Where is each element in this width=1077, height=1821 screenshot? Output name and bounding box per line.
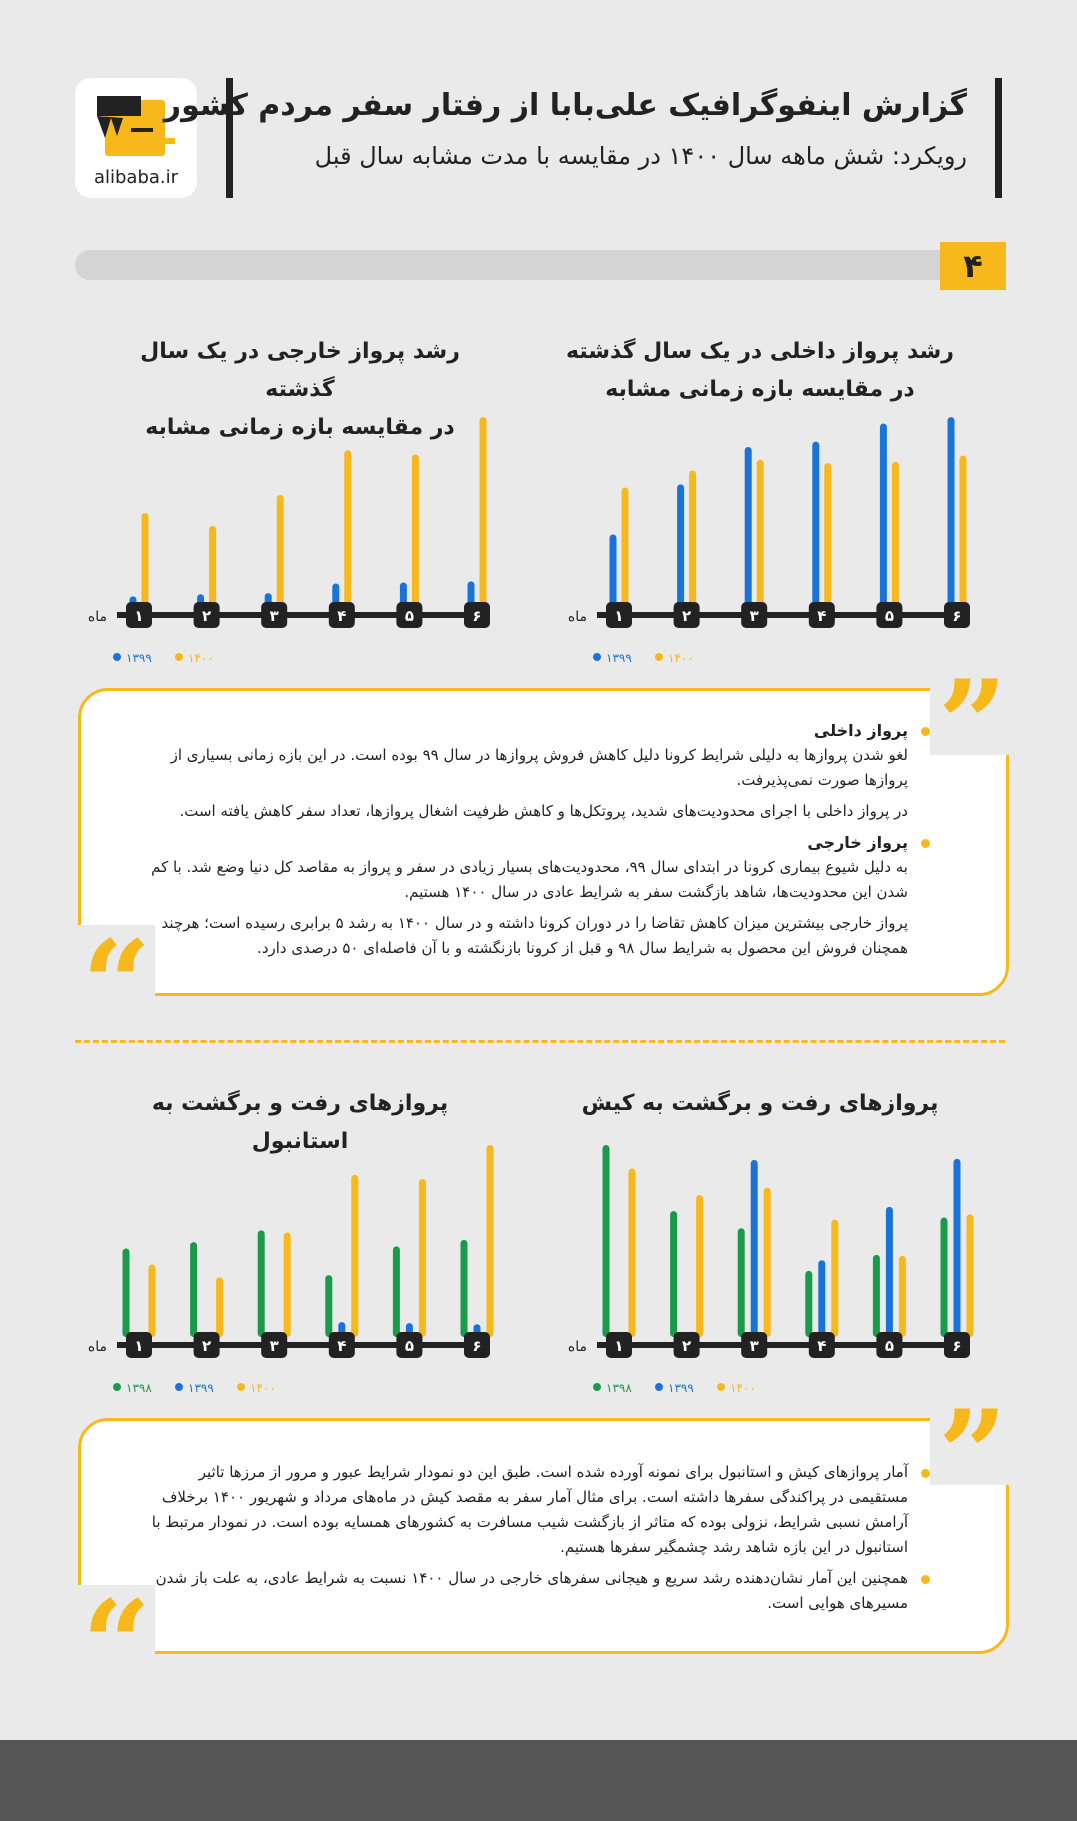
- bar-international-۱۴۰۰-۵: [412, 454, 419, 607]
- legend-marker: [175, 1383, 183, 1391]
- bar-kish-۱۳۹۹-۵: [886, 1207, 893, 1337]
- x-tick-label: ۱: [134, 1337, 144, 1355]
- bar-kish-۱۴۰۰-۲: [696, 1195, 703, 1337]
- page-title: گزارش اینفوگرافیک علی‌بابا از رفتار سفر مردم کشور: [163, 88, 967, 123]
- x-axis-line: [597, 612, 970, 618]
- legend-marker: [593, 1383, 601, 1391]
- bullet-item: آمار پروازهای کیش و استانبول برای نمونه آورده شده است. طبق این دو نمودار شرایط عبور و مرور از مرزها تاثیر مستقیمی در پراکندگی سفرها داشته است. برای مثال آمار سفر به مقصد کیش در ماه‌های مرداد و شهریور ۱۴۰۰ برخلاف آرامش نسبی شرایط، نزولی بوده که متاثر از بازگشت شیب مسافرت به کشورهای همسایه بوده است. در نمودار مرتبط با استانبول در این بازه شاهد رشد چشمگیر سفرها هستیم.: [140, 1460, 930, 1560]
- legend-label: ۱۳۹۸: [126, 1381, 152, 1395]
- x-tick-label: ۱: [614, 1337, 624, 1355]
- bar-international-۱۴۰۰-۱: [142, 513, 149, 607]
- bar-kish-۱۳۹۸-۳: [738, 1228, 745, 1337]
- bullet-dot: [921, 1469, 930, 1478]
- legend-marker: [113, 1383, 121, 1391]
- x-axis-label: ماه: [87, 609, 107, 625]
- bar-kish-۱۳۹۸-۱: [603, 1145, 610, 1337]
- legend-label: ۱۴۰۰: [730, 1381, 756, 1395]
- x-tick-label: ۲: [202, 607, 212, 625]
- insight-text-1: [140, 718, 930, 967]
- bar-istanbul-۱۴۰۰-۲: [216, 1277, 223, 1337]
- bar-istanbul-۱۴۰۰-۳: [284, 1232, 291, 1337]
- bullet-international: پرواز خارجی به دلیل شیوع بیماری کرونا در ابتدای سال ۹۹، محدودیت‌های بسیار زیادی در سفر و پرواز به مقاصد کل دنیا وضع شد. با کم شدن این محدودیت‌ها، شاهد بازگشت سفر به شرایط عادی در سال ۱۴۰۰ هستیم. پرواز خارجی بیشترین میزان کاهش تقاضا را در دوران کرونا داشته و در سال ۱۴۰۰ به رشد ۵ برابری رسیده است؛ هرچند همچنان فروش این محصول به شرایط سال ۹۸ و قبل از کرونا بازنگشته و با آن فاصله‌ای ۵۰ درصدی دارد.: [140, 830, 930, 961]
- bar-istanbul-۱۳۹۸-۶: [461, 1240, 468, 1337]
- x-tick-label: ۶: [952, 607, 962, 625]
- bullet-dot: [921, 1575, 930, 1584]
- legend-marker: [655, 1383, 663, 1391]
- istanbul-flights-chart: [75, 1135, 495, 1395]
- legend-marker: [237, 1383, 245, 1391]
- progress-track: [75, 250, 990, 280]
- legend-marker: [175, 653, 183, 661]
- bar-kish-۱۴۰۰-۱: [629, 1168, 636, 1337]
- quote-open-icon: “: [82, 914, 152, 1055]
- x-axis-label: ماه: [567, 609, 587, 625]
- bullet-domestic: پرواز داخلی لغو شدن پروازها به دلیلی شرایط کرونا دلیل کاهش فروش پروازها در سال ۹۹ بوده است. در این بازه زمانی بسیاری از پروازها صورت نمی‌پذیرفت. در پرواز داخلی با اجرای محدودیت‌های شدید، پروتکل‌ها و کاهش ظرفیت اشغال پروازها، تعداد سفر کاهش یافته است.: [140, 718, 930, 824]
- bullet-dot: [921, 727, 930, 736]
- bar-domestic-۱۴۰۰-۳: [757, 460, 764, 607]
- bar-kish-۱۳۹۹-۶: [954, 1159, 961, 1337]
- x-axis-label: ماه: [87, 1339, 107, 1355]
- bar-international-۱۴۰۰-۶: [480, 417, 487, 607]
- legend-label: ۱۳۹۹: [668, 1381, 694, 1395]
- bar-international-۱۴۰۰-۲: [209, 526, 216, 607]
- bar-kish-۱۴۰۰-۴: [831, 1220, 838, 1337]
- domestic-chart-title: رشد پرواز داخلی در یک سال گذشته در مقایسه بازه زمانی مشابه: [566, 339, 954, 402]
- insight-text-2: [140, 1460, 930, 1622]
- bar-domestic-۱۴۰۰-۵: [892, 462, 899, 607]
- bar-domestic-۱۳۹۹-۱: [610, 534, 617, 607]
- bullet-dot: [921, 839, 930, 848]
- x-tick-label: ۴: [817, 607, 827, 625]
- bar-kish-۱۴۰۰-۵: [899, 1256, 906, 1337]
- legend-label: ۱۳۹۸: [606, 1381, 632, 1395]
- international-chart-title: رشد پرواز خارجی در یک سال گذشته در مقایسه بازه زمانی مشابه: [140, 339, 460, 440]
- bar-kish-۱۳۹۹-۴: [818, 1260, 825, 1337]
- x-tick-label: ۵: [404, 607, 414, 625]
- legend-marker: [113, 653, 121, 661]
- x-tick-label: ۲: [682, 1337, 692, 1355]
- bar-kish-۱۳۹۸-۴: [805, 1271, 812, 1337]
- x-tick-label: ۳: [749, 607, 759, 625]
- x-tick-label: ۲: [682, 607, 692, 625]
- bar-kish-۱۳۹۸-۶: [941, 1218, 948, 1337]
- bar-kish-۱۳۹۸-۵: [873, 1255, 880, 1337]
- bar-kish-۱۴۰۰-۶: [967, 1214, 974, 1337]
- bar-domestic-۱۴۰۰-۲: [689, 470, 696, 607]
- legend-label: ۱۴۰۰: [668, 651, 694, 665]
- section-number: ۴: [940, 242, 1006, 290]
- bar-domestic-۱۴۰۰-۴: [824, 463, 831, 607]
- bar-istanbul-۱۳۹۸-۵: [393, 1246, 400, 1337]
- bar-istanbul-۱۳۹۸-۳: [258, 1230, 265, 1337]
- x-tick-label: ۴: [337, 607, 347, 625]
- x-tick-label: ۶: [952, 1337, 962, 1355]
- bar-istanbul-۱۳۹۸-۱: [123, 1248, 130, 1337]
- x-tick-label: ۳: [269, 607, 279, 625]
- x-tick-label: ۴: [337, 1337, 347, 1355]
- bar-kish-۱۳۹۹-۳: [751, 1160, 758, 1337]
- x-tick-label: ۳: [749, 1337, 759, 1355]
- quote-close-icon: ”: [938, 654, 1008, 795]
- section-divider: [75, 1040, 1005, 1043]
- istanbul-chart-title: پروازهای رفت و برگشت به استانبول: [151, 1091, 449, 1154]
- x-tick-label: ۵: [884, 1337, 894, 1355]
- x-tick-label: ۱: [134, 607, 144, 625]
- bar-international-۱۴۰۰-۴: [344, 450, 351, 607]
- legend-label: ۱۳۹۹: [126, 651, 152, 665]
- bullet-item: همچنین این آمار نشان‌دهنده رشد سریع و هیجانی سفرهای خارجی در سال ۱۴۰۰ نسبت به شرایط عادی، به علت باز شدن مسیرهای هوایی است.: [140, 1566, 930, 1616]
- legend-label: ۱۳۹۹: [188, 1381, 214, 1395]
- x-tick-label: ۵: [404, 1337, 414, 1355]
- x-axis-label: ماه: [567, 1339, 587, 1355]
- bar-istanbul-۱۴۰۰-۶: [487, 1145, 494, 1337]
- kish-chart-title: پروازهای رفت و برگشت به کیش: [581, 1091, 939, 1116]
- bar-istanbul-۱۴۰۰-۱: [149, 1264, 156, 1337]
- legend-marker: [717, 1383, 725, 1391]
- kish-flights-chart: [555, 1135, 975, 1395]
- footer-bar: [0, 1740, 1077, 1821]
- bar-domestic-۱۳۹۹-۳: [745, 447, 752, 607]
- legend-label: ۱۴۰۰: [188, 651, 214, 665]
- legend-label: ۱۳۹۹: [606, 651, 632, 665]
- bar-domestic-۱۳۹۹-۲: [677, 484, 684, 607]
- international-flights-chart: [75, 405, 495, 665]
- quote-open-icon: “: [82, 1574, 152, 1715]
- bar-istanbul-۱۴۰۰-۵: [419, 1179, 426, 1337]
- legend-label: ۱۴۰۰: [250, 1381, 276, 1395]
- bar-domestic-۱۳۹۹-۶: [948, 417, 955, 607]
- legend-marker: [593, 653, 601, 661]
- x-tick-label: ۶: [472, 1337, 482, 1355]
- bar-international-۱۴۰۰-۳: [277, 495, 284, 607]
- bar-istanbul-۱۴۰۰-۴: [351, 1175, 358, 1337]
- x-tick-label: ۲: [202, 1337, 212, 1355]
- bar-kish-۱۳۹۸-۲: [670, 1211, 677, 1337]
- domestic-flights-chart: [555, 405, 975, 665]
- bar-domestic-۱۴۰۰-۱: [622, 488, 629, 607]
- page-subtitle: رویکرد: شش ماهه سال ۱۴۰۰ در مقایسه با مدت مشابه سال قبل: [314, 142, 967, 170]
- x-tick-label: ۴: [817, 1337, 827, 1355]
- bar-istanbul-۱۳۹۸-۴: [325, 1275, 332, 1337]
- header-divider-right: [995, 78, 1002, 198]
- x-tick-label: ۱: [614, 607, 624, 625]
- bar-kish-۱۴۰۰-۳: [764, 1188, 771, 1337]
- bar-istanbul-۱۳۹۸-۲: [190, 1242, 197, 1337]
- x-axis-line: [117, 612, 490, 618]
- legend-marker: [655, 653, 663, 661]
- bar-domestic-۱۳۹۹-۵: [880, 424, 887, 607]
- x-axis-line: [117, 1342, 490, 1348]
- logo-text: alibaba.ir: [93, 167, 179, 188]
- x-tick-label: ۶: [472, 607, 482, 625]
- x-tick-label: ۵: [884, 607, 894, 625]
- bar-domestic-۱۴۰۰-۶: [960, 456, 967, 607]
- bar-domestic-۱۳۹۹-۴: [812, 442, 819, 607]
- x-axis-line: [597, 1342, 970, 1348]
- x-tick-label: ۳: [269, 1337, 279, 1355]
- quote-close-icon: ”: [938, 1384, 1008, 1525]
